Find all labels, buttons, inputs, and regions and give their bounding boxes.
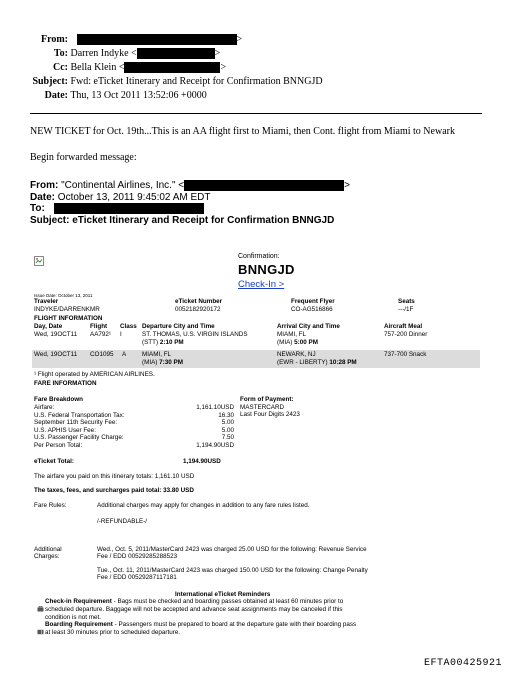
fwd-date-row xyxy=(30,192,350,204)
departure-time: 7:30 PM xyxy=(159,359,183,366)
header-to-row xyxy=(0,47,323,61)
begin-forwarded: Begin forwarded message: xyxy=(30,152,137,163)
reminders-title: International eTicket Reminders xyxy=(175,591,271,598)
table-row xyxy=(32,350,480,368)
checkin-requirement-text: - Bags must be checked and boarding passes obtained at least 60 minutes prior to xyxy=(111,598,344,605)
eticket-total-label: eTicket Total: xyxy=(34,458,75,465)
fare-item-label: U.S. Passenger Facility Charge: xyxy=(34,434,124,441)
departure-time: 2:10 PM xyxy=(159,339,184,346)
seats-label: Seats xyxy=(398,298,415,305)
redaction-block xyxy=(54,203,204,214)
header-cc-row xyxy=(0,61,323,75)
charge-2-line-2: Fee / EDD 00529287117181 xyxy=(97,574,177,581)
frequent-flyer-label: Frequent Flyer xyxy=(291,298,335,305)
fare-item-label: September 11th Security Fee: xyxy=(34,419,118,426)
col-aircraft: Aircraft Meal xyxy=(384,323,423,330)
fare-breakdown-list xyxy=(34,404,234,449)
additional-charges-label-2: Charges: xyxy=(34,553,60,560)
subject-label: Subject: xyxy=(32,76,68,87)
charge-1-line-2: Fee / EDD 00529285288523 xyxy=(97,553,178,560)
fare-rules-text: Additional charges may apply for changes in addition to any fare rules listed. xyxy=(97,502,310,509)
boarding-requirement-text: - Passengers must be prepared to board at the departure gate with their boarding pass xyxy=(112,621,357,628)
additional-charges-label-1: Additional xyxy=(34,546,62,553)
from-label: From: xyxy=(40,34,68,45)
from-suffix: > xyxy=(236,34,243,45)
subject-value: Fwd: eTicket Itinerary and Receipt for Confirmation BNNGJD xyxy=(70,76,323,87)
payment-label: Form of Payment: xyxy=(240,396,294,403)
cc-label: Cc: xyxy=(53,62,68,73)
flight-number: CO1095 xyxy=(90,351,114,358)
col-flight: Flight xyxy=(90,323,108,330)
header-date-row xyxy=(0,89,323,103)
fare-item-value: 16.30 xyxy=(218,411,234,419)
fwd-from-row xyxy=(30,180,350,192)
bag-icon xyxy=(37,599,44,605)
header-divider xyxy=(30,113,482,114)
checkin-requirement-line-1 xyxy=(45,598,343,606)
forwarded-header xyxy=(30,180,350,226)
departure-code-time xyxy=(142,359,183,367)
refundable-note: /-REFUNDABLE-/ xyxy=(97,518,148,525)
message-body: NEW TICKET for Oct. 19th...This is an AA flight first to Miami, then Cont. flight from Miami to Newark xyxy=(30,126,455,137)
airfare-paid-text: The airfare you paid on this itinerary totals: 1,161.10 USD xyxy=(34,473,195,480)
fwd-subject-row xyxy=(30,215,350,227)
fare-item-value: 7.50 xyxy=(221,434,234,441)
check-in-link[interactable]: Check-In > xyxy=(238,279,285,290)
col-departure: Departure City and Time xyxy=(142,323,215,330)
fare-item xyxy=(34,427,234,435)
taxes-paid-text: The taxes, fees, and surcharges paid total: 33.80 USD xyxy=(34,487,194,494)
fwd-subject-value: eTicket Itinerary and Receipt for Confirmation BNNGJD xyxy=(72,214,335,226)
flight-number: AA792¹ xyxy=(90,331,112,338)
col-day-date: Day, Date xyxy=(34,323,63,330)
fwd-to-row xyxy=(30,203,350,215)
seats-value: ---/1F xyxy=(398,306,414,313)
charge-2-line-1: Tue., Oct. 11, 2011/MasterCard 2423 was charged 150.00 USD for the following: Change Penalty xyxy=(97,567,368,574)
redaction-block xyxy=(124,62,220,73)
fare-breakdown-label: Fare Breakdown xyxy=(34,396,83,403)
arrival-time: 10:28 PM xyxy=(329,359,357,366)
departure-city: ST. THOMAS, U.S. VIRGIN ISLANDS xyxy=(142,331,248,338)
arrival-code-time xyxy=(277,359,357,367)
fwd-from-suffix: > xyxy=(344,180,350,192)
flight-date: Wed, 19OCT11 xyxy=(34,331,78,338)
arrival-city: NEWARK, NJ xyxy=(277,351,316,358)
boarding-requirement-label: Boarding Requirement xyxy=(45,621,113,628)
redaction-block xyxy=(184,180,344,191)
col-class: Class xyxy=(120,323,137,330)
fare-item-value: 1,161.10USD xyxy=(196,404,234,411)
arrival-code-time xyxy=(277,339,318,347)
email-header xyxy=(0,33,323,103)
checkin-requirement-label: Check-in Requirement xyxy=(45,598,112,605)
flight-class: I xyxy=(120,331,122,338)
traveler-label: Traveler xyxy=(34,298,59,305)
departure-code: (STT) xyxy=(142,339,159,346)
fare-item xyxy=(34,404,234,412)
flight-class: A xyxy=(122,351,127,358)
fwd-from-value: "Continental Airlines, Inc." < xyxy=(61,180,185,192)
aircraft-meal: 737-700 Snack xyxy=(384,351,427,358)
bates-number: EFTA00425921 xyxy=(423,658,502,669)
checkin-requirement-line-2: scheduled departure. Baggage will not be accepted and advance seat assignments may be canceled if this xyxy=(45,606,343,613)
confirmation-label: Confirmation: xyxy=(238,253,280,260)
eticket-label: eTicket Number xyxy=(175,298,223,305)
departure-code-time xyxy=(142,339,184,347)
to-suffix: > xyxy=(214,48,221,59)
charge-1-line-1: Wed., Oct. 5, 2011/MasterCard 2423 was charged 25.00 USD for the following: Revenue Service xyxy=(97,546,367,553)
broken-image-icon xyxy=(34,253,44,263)
cc-suffix: > xyxy=(220,62,227,73)
frequent-flyer-value: CO-AG516866 xyxy=(291,306,333,313)
fare-item xyxy=(34,434,234,442)
table-row xyxy=(32,331,480,349)
date-label: Date: xyxy=(44,90,68,101)
redaction-block xyxy=(77,34,237,45)
flight-date: Wed, 19OCT11 xyxy=(34,351,78,358)
fwd-date-label: Date: xyxy=(30,191,56,203)
flight-info-heading: FLIGHT INFORMATION xyxy=(34,315,103,322)
cc-value: Bella Klein < xyxy=(70,62,125,73)
fare-item xyxy=(34,442,234,450)
eticket-total-value: 1,194.90USD xyxy=(183,458,221,465)
confirmation-code: BNNGJD xyxy=(238,262,295,277)
fare-item-value: 5.00 xyxy=(221,426,234,434)
boarding-requirement-line-1 xyxy=(45,621,356,629)
arrival-code: (EWR - LIBERTY) xyxy=(277,359,328,366)
boarding-pass-icon xyxy=(37,622,44,628)
to-value: Darren Indyke < xyxy=(70,48,137,59)
fwd-from-label: From: xyxy=(30,180,59,192)
header-subject-row xyxy=(0,75,323,89)
arrival-city: MIAMI, FL xyxy=(277,331,307,338)
fare-info-heading: FARE INFORMATION xyxy=(34,380,97,387)
fare-rules-label: Fare Rules: xyxy=(34,502,67,509)
col-arrival: Arrival City and Time xyxy=(277,323,340,330)
fwd-date-value: October 13, 2011 9:45:02 AM EDT xyxy=(57,191,211,203)
departure-code: (MIA) xyxy=(142,359,158,366)
payment-last-four: Last Four Digits 2423 xyxy=(240,411,300,418)
fare-item-value: 5.00 xyxy=(221,419,234,426)
departure-city: MIAMI, FL xyxy=(142,351,172,358)
fwd-to-label: To: xyxy=(30,203,45,215)
checkin-requirement-line-3: condition is not met. xyxy=(45,614,102,621)
operated-by-note: ¹ Flight operated by AMERICAN AIRLINES. xyxy=(34,371,155,378)
arrival-code: (MIA) xyxy=(277,339,293,346)
fare-item-value: 1,194.90USD xyxy=(196,441,234,449)
eticket-value: 0052182920172 xyxy=(175,306,221,313)
arrival-time: 5:00 PM xyxy=(294,339,318,346)
fare-item-label: U.S. APHIS User Fee: xyxy=(34,426,96,434)
fare-item-label: Per Person Total: xyxy=(34,441,83,449)
aircraft-meal: 757-200 Dinner xyxy=(384,331,428,338)
header-from-row xyxy=(0,33,323,47)
to-label: To: xyxy=(53,48,68,59)
fare-item-label: U.S. Federal Transportation Tax: xyxy=(34,411,125,419)
traveler-value: INDYKE/DARRENKMR xyxy=(34,306,100,313)
redaction-block xyxy=(137,48,215,59)
fare-item-label: Airfare: xyxy=(34,404,55,411)
fwd-subject-label: Subject: xyxy=(30,214,70,226)
date-value: Thu, 13 Oct 2011 13:52:06 +0000 xyxy=(70,90,207,101)
fare-item xyxy=(34,419,234,427)
boarding-requirement-line-2: at least 30 minutes prior to scheduled departure. xyxy=(45,629,181,636)
payment-card: MASTERCARD xyxy=(240,404,285,411)
issue-date: Issue Date: October 13, 2011 xyxy=(34,293,93,298)
fare-item xyxy=(34,412,234,420)
